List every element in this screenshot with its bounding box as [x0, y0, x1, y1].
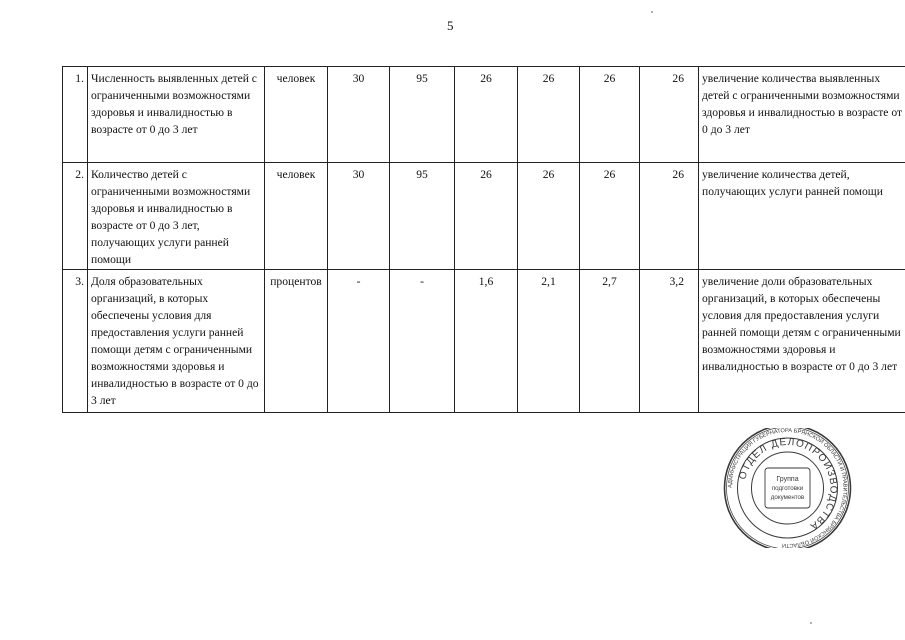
stamp-center-line: документов: [770, 494, 805, 501]
table-row: [63, 163, 905, 270]
official-stamp: [720, 428, 855, 548]
value-cell: 95: [390, 163, 455, 270]
row-number: 3.: [63, 270, 88, 413]
row-number: 2.: [63, 163, 88, 270]
value-cell: 26: [640, 67, 699, 163]
indicator-name: Доля образовательных организаций, в которых обеспечены условия для предоставления услуги ранней помощи детям с ограниченными возможностями здоровья и инвалидностью в возрасте от 0 до 3 лет: [88, 270, 265, 413]
table-row: [63, 67, 905, 163]
value-cell: -: [328, 270, 390, 413]
value-cell: -: [390, 270, 455, 413]
stamp-outer-text: АДМИНИСТРАЦИЯ ГУБЕРНАТОРА БРЯНСКОЙ ОБЛАСТИ И ПРАВИТЕЛЬСТВА БРЯНСКОЙ ОБЛАСТИ: [727, 428, 848, 548]
page-number: 5: [447, 18, 454, 33]
value-cell: 2,1: [518, 270, 580, 413]
value-cell: 26: [518, 163, 580, 270]
value-cell: 26: [640, 163, 699, 270]
unit-cell: процентов: [265, 270, 328, 413]
value-cell: 26: [580, 163, 640, 270]
row-number: 1.: [63, 67, 88, 163]
scan-speck: [651, 11, 653, 13]
stamp-center-line: подготовки: [771, 485, 804, 492]
value-cell: 2,7: [580, 270, 640, 413]
unit-cell: человек: [265, 163, 328, 270]
indicators-table: [62, 66, 905, 413]
indicator-name: Численность выявленных детей с ограниченными возможностями здоровья и инвалидностью в возрасте от 0 до 3 лет: [88, 67, 265, 163]
description-cell: увеличение количества выявленных детей с ограниченными возможностями здоровья и инвалидностью в возрасте от 0 до 3 лет: [699, 67, 905, 163]
value-cell: 26: [580, 67, 640, 163]
description-cell: увеличение доли образовательных организаций, в которых обеспечены условия для предоставления услуги ранней помощи детям с ограниченными возможностями здоровья и инвалидностью в возрасте от 0 до 3 лет: [699, 270, 905, 413]
value-cell: 26: [455, 67, 518, 163]
value-cell: 1,6: [455, 270, 518, 413]
stamp-center-line: Группа: [776, 476, 799, 483]
indicator-name: Количество детей с ограниченными возможностями здоровья и инвалидностью в возрасте от 0 до 3 лет, получающих услуги ранней помощи: [88, 163, 265, 270]
value-cell: 26: [518, 67, 580, 163]
description-cell: увеличение количества детей, получающих услуги ранней помощи: [699, 163, 905, 270]
value-cell: 95: [390, 67, 455, 163]
value-cell: 30: [328, 163, 390, 270]
value-cell: 26: [455, 163, 518, 270]
value-cell: 3,2: [640, 270, 699, 413]
unit-cell: человек: [265, 67, 328, 163]
scan-speck: [810, 622, 812, 624]
table-row: [63, 270, 905, 413]
value-cell: 30: [328, 67, 390, 163]
stamp-ring-text: ОТДЕЛ ДЕЛОПРОИЗВОДСТВА: [737, 436, 839, 533]
